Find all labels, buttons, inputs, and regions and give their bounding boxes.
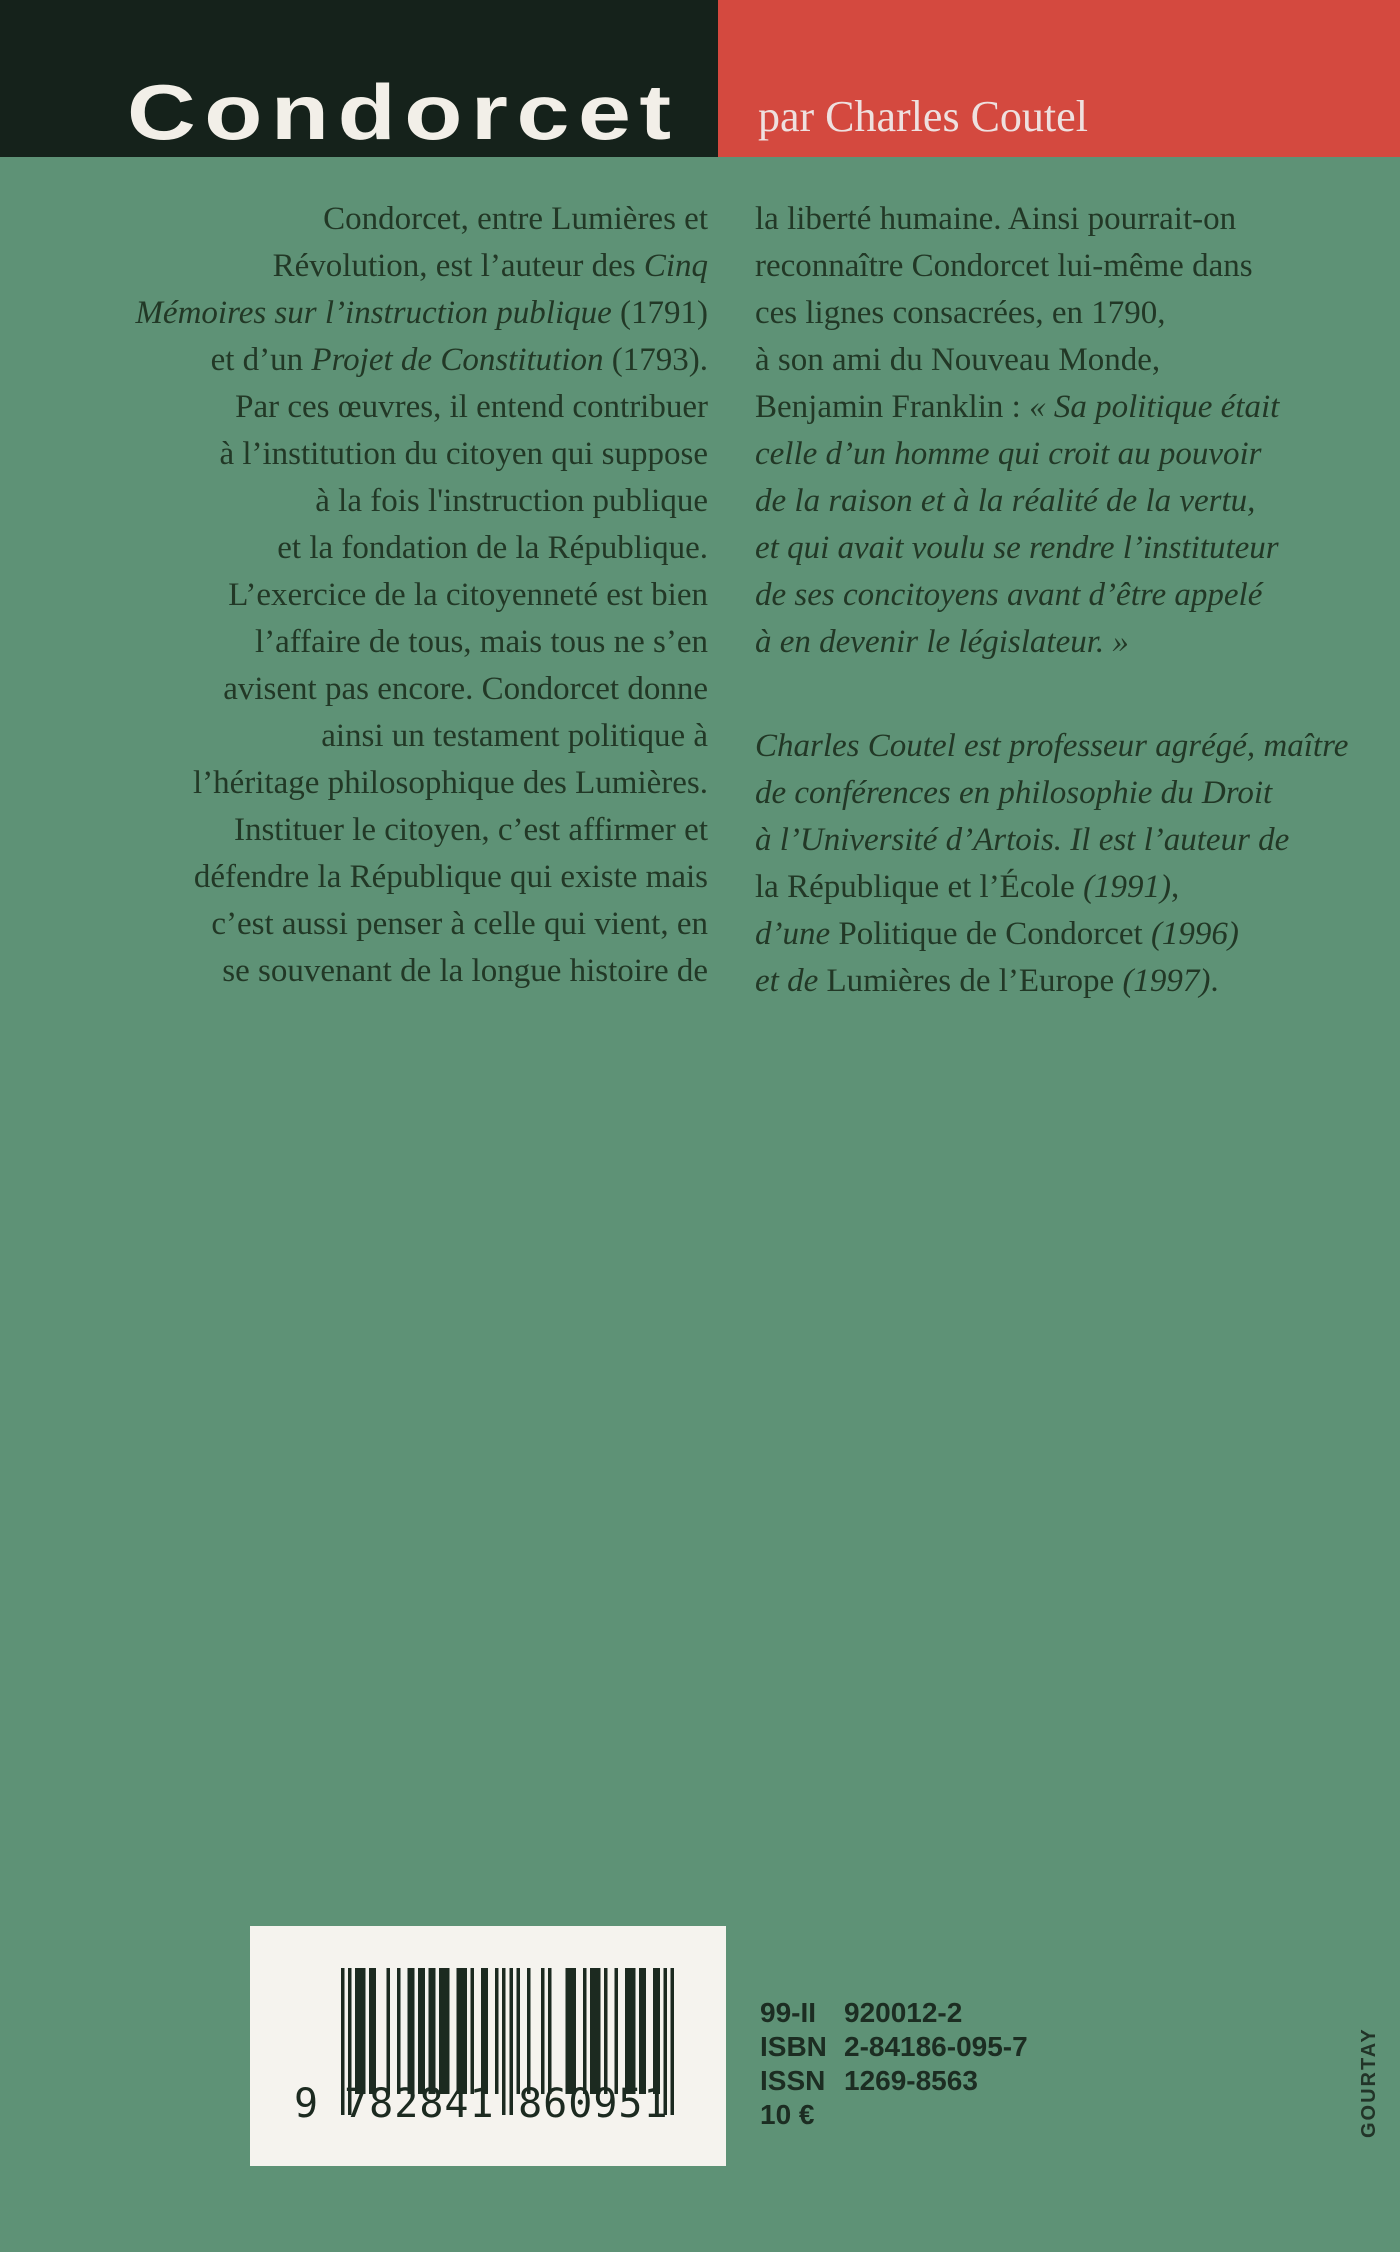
barcode-number bbox=[294, 2082, 668, 2126]
text-line: et d’un Projet de Constitution (1793). bbox=[210, 342, 708, 378]
text-line: à en devenir le législateur. » bbox=[755, 624, 1129, 660]
header-byline-block bbox=[718, 0, 1400, 157]
text-line: la liberté humaine. Ainsi pourrait-on bbox=[755, 201, 1237, 237]
text-line: à l’Université d’Artois. Il est l’auteur de bbox=[755, 822, 1290, 858]
barcode-right-group: 860951 bbox=[518, 2081, 669, 2127]
text-line: ces lignes consacrées, en 1790, bbox=[755, 295, 1166, 331]
imprint-block bbox=[760, 1996, 1028, 2132]
text-line: à la fois l'instruction publique bbox=[315, 483, 708, 519]
text-line: défendre la République qui existe mais bbox=[193, 859, 708, 895]
imprint-line: ISSN 1269-8563 bbox=[760, 2065, 978, 2096]
book-title: Condorcet bbox=[127, 68, 680, 156]
text-line: l’héritage philosophique des Lumières. bbox=[192, 765, 708, 801]
text-line: la République et l’École (1991), bbox=[755, 869, 1180, 905]
paragraph bbox=[755, 196, 1355, 666]
text-line: celle d’un homme qui croit au pouvoir bbox=[755, 436, 1262, 472]
header-band bbox=[0, 0, 1400, 157]
text-line: reconnaître Condorcet lui-même dans bbox=[755, 248, 1253, 284]
text-line: Par ces œuvres, il entend contribuer bbox=[235, 389, 708, 425]
text-line: avisent pas encore. Condorcet donne bbox=[223, 671, 708, 707]
text-line: c’est aussi penser à celle qui vient, en bbox=[211, 906, 708, 942]
text-line: et la fondation de la République. bbox=[277, 530, 708, 566]
header-title-block bbox=[0, 0, 718, 157]
text-line: de la raison et à la réalité de la vertu, bbox=[755, 483, 1256, 519]
text-line: à son ami du Nouveau Monde, bbox=[755, 342, 1161, 378]
text-line: d’une Politique de Condorcet (1996) bbox=[755, 916, 1239, 952]
text-line: et de Lumières de l’Europe (1997). bbox=[755, 963, 1219, 999]
text-line: Condorcet, entre Lumières et bbox=[323, 201, 708, 237]
text-line: Benjamin Franklin : « Sa politique était bbox=[755, 389, 1280, 425]
blurb-right-column bbox=[755, 196, 1355, 1005]
barcode bbox=[250, 1926, 726, 2166]
paragraph bbox=[755, 723, 1355, 1005]
text-line: ainsi un testament politique à bbox=[321, 718, 708, 754]
text-line: à l’institution du citoyen qui suppose bbox=[219, 436, 708, 472]
imprint-line: 10 € bbox=[760, 2099, 815, 2130]
paragraph bbox=[60, 196, 708, 995]
book-byline: par Charles Coutel bbox=[758, 92, 1088, 141]
text-line: de conférences en philosophie du Droit bbox=[755, 775, 1273, 811]
printer-credit: GOURTAY bbox=[1358, 2027, 1380, 2138]
text-line: Révolution, est l’auteur des Cinq bbox=[272, 248, 708, 284]
text-line: se souvenant de la longue histoire de bbox=[222, 953, 708, 989]
text-line: Mémoires sur l’instruction publique (1791) bbox=[135, 295, 708, 331]
text-line: l’affaire de tous, mais tous ne s’en bbox=[254, 624, 708, 660]
blurb-left-column bbox=[60, 196, 708, 995]
text-line: L’exercice de la citoyenneté est bien bbox=[228, 577, 708, 613]
imprint-line: 99-II 920012-2 bbox=[760, 1997, 963, 2028]
text-line: et qui avait voulu se rendre l’instituteur bbox=[755, 530, 1279, 566]
text-line: Instituer le citoyen, c’est affirmer et bbox=[233, 812, 708, 848]
barcode-left-group: 782841 bbox=[344, 2081, 495, 2127]
imprint-line: ISBN 2-84186-095-7 bbox=[760, 2031, 1028, 2062]
text-line: de ses concitoyens avant d’être appelé bbox=[755, 577, 1263, 613]
barcode-lead-digit: 9 bbox=[294, 2081, 319, 2127]
text-line: Charles Coutel est professeur agrégé, maître bbox=[755, 728, 1349, 764]
